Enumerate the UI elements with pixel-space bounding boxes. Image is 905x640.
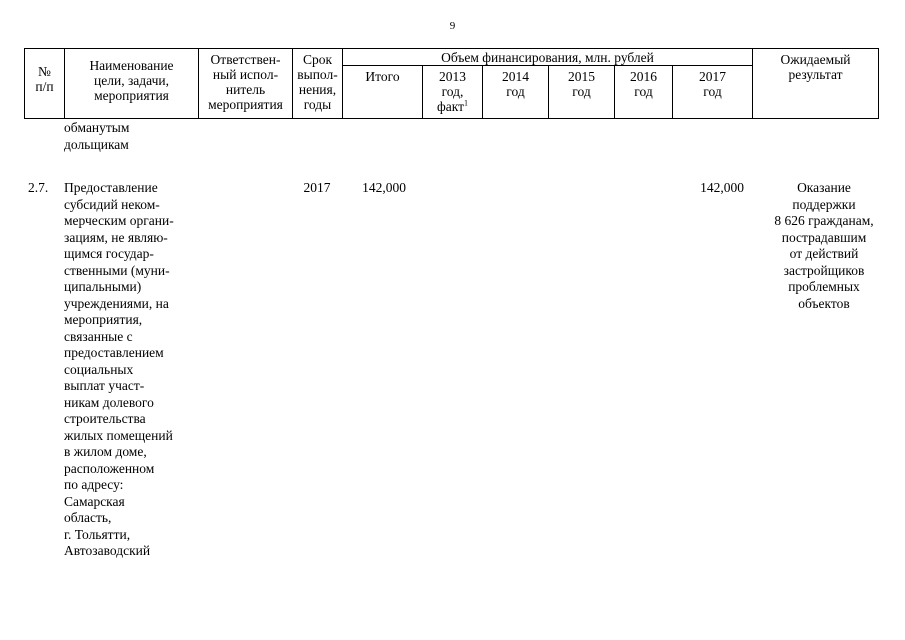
- table-header: [24, 48, 879, 119]
- continuation-text: обманутым дольщикам: [64, 120, 130, 152]
- header-col-name: Наименование цели, задачи, мероприятия: [65, 49, 199, 119]
- footnote-mark: 1: [464, 98, 469, 108]
- header-col-2015: 2015 год: [549, 66, 615, 119]
- header-col-2014: 2014 год: [483, 66, 549, 119]
- header-col-result: Ожидаемый результат: [753, 49, 879, 119]
- header-col-2013: 2013 год, факт$^1$: [423, 66, 483, 119]
- header-finance-title: Объем финансирования, млн. рублей: [343, 49, 753, 66]
- row-result: Оказание поддержки 8 626 гражданам, пострадавшим от действий застройщиков проблемных объектов: [774, 180, 874, 311]
- header-col-term: Срок выпол- нения, годы: [293, 49, 343, 119]
- row-number: 2.7.: [28, 180, 49, 195]
- header-col-2017: 2017 год: [673, 66, 753, 119]
- row-2017: 142,000: [700, 180, 744, 195]
- row-total: 142,000: [362, 180, 406, 195]
- header-col-2016: 2016 год: [615, 66, 673, 119]
- header-col-total: Итого: [343, 66, 423, 119]
- row-name: Предоставление субсидий неком- мерческим органи- зациям, не являю- щимся государ- ственными (муни- ципальными) учреждениями, на мероприятия, связанные с предоставлением социальных выплат участ- никам долевого строительства жилых помещений в жилом доме, расположенном по адресу: Самарская область, г. Тольятти, Автозаводский: [64, 180, 174, 558]
- row-term: 2017: [303, 180, 331, 195]
- header-col-number: № п/п: [25, 49, 65, 119]
- page-number: 9: [449, 20, 456, 32]
- header-col-responsible: Ответствен- ный испол- нитель мероприятия: [199, 49, 293, 119]
